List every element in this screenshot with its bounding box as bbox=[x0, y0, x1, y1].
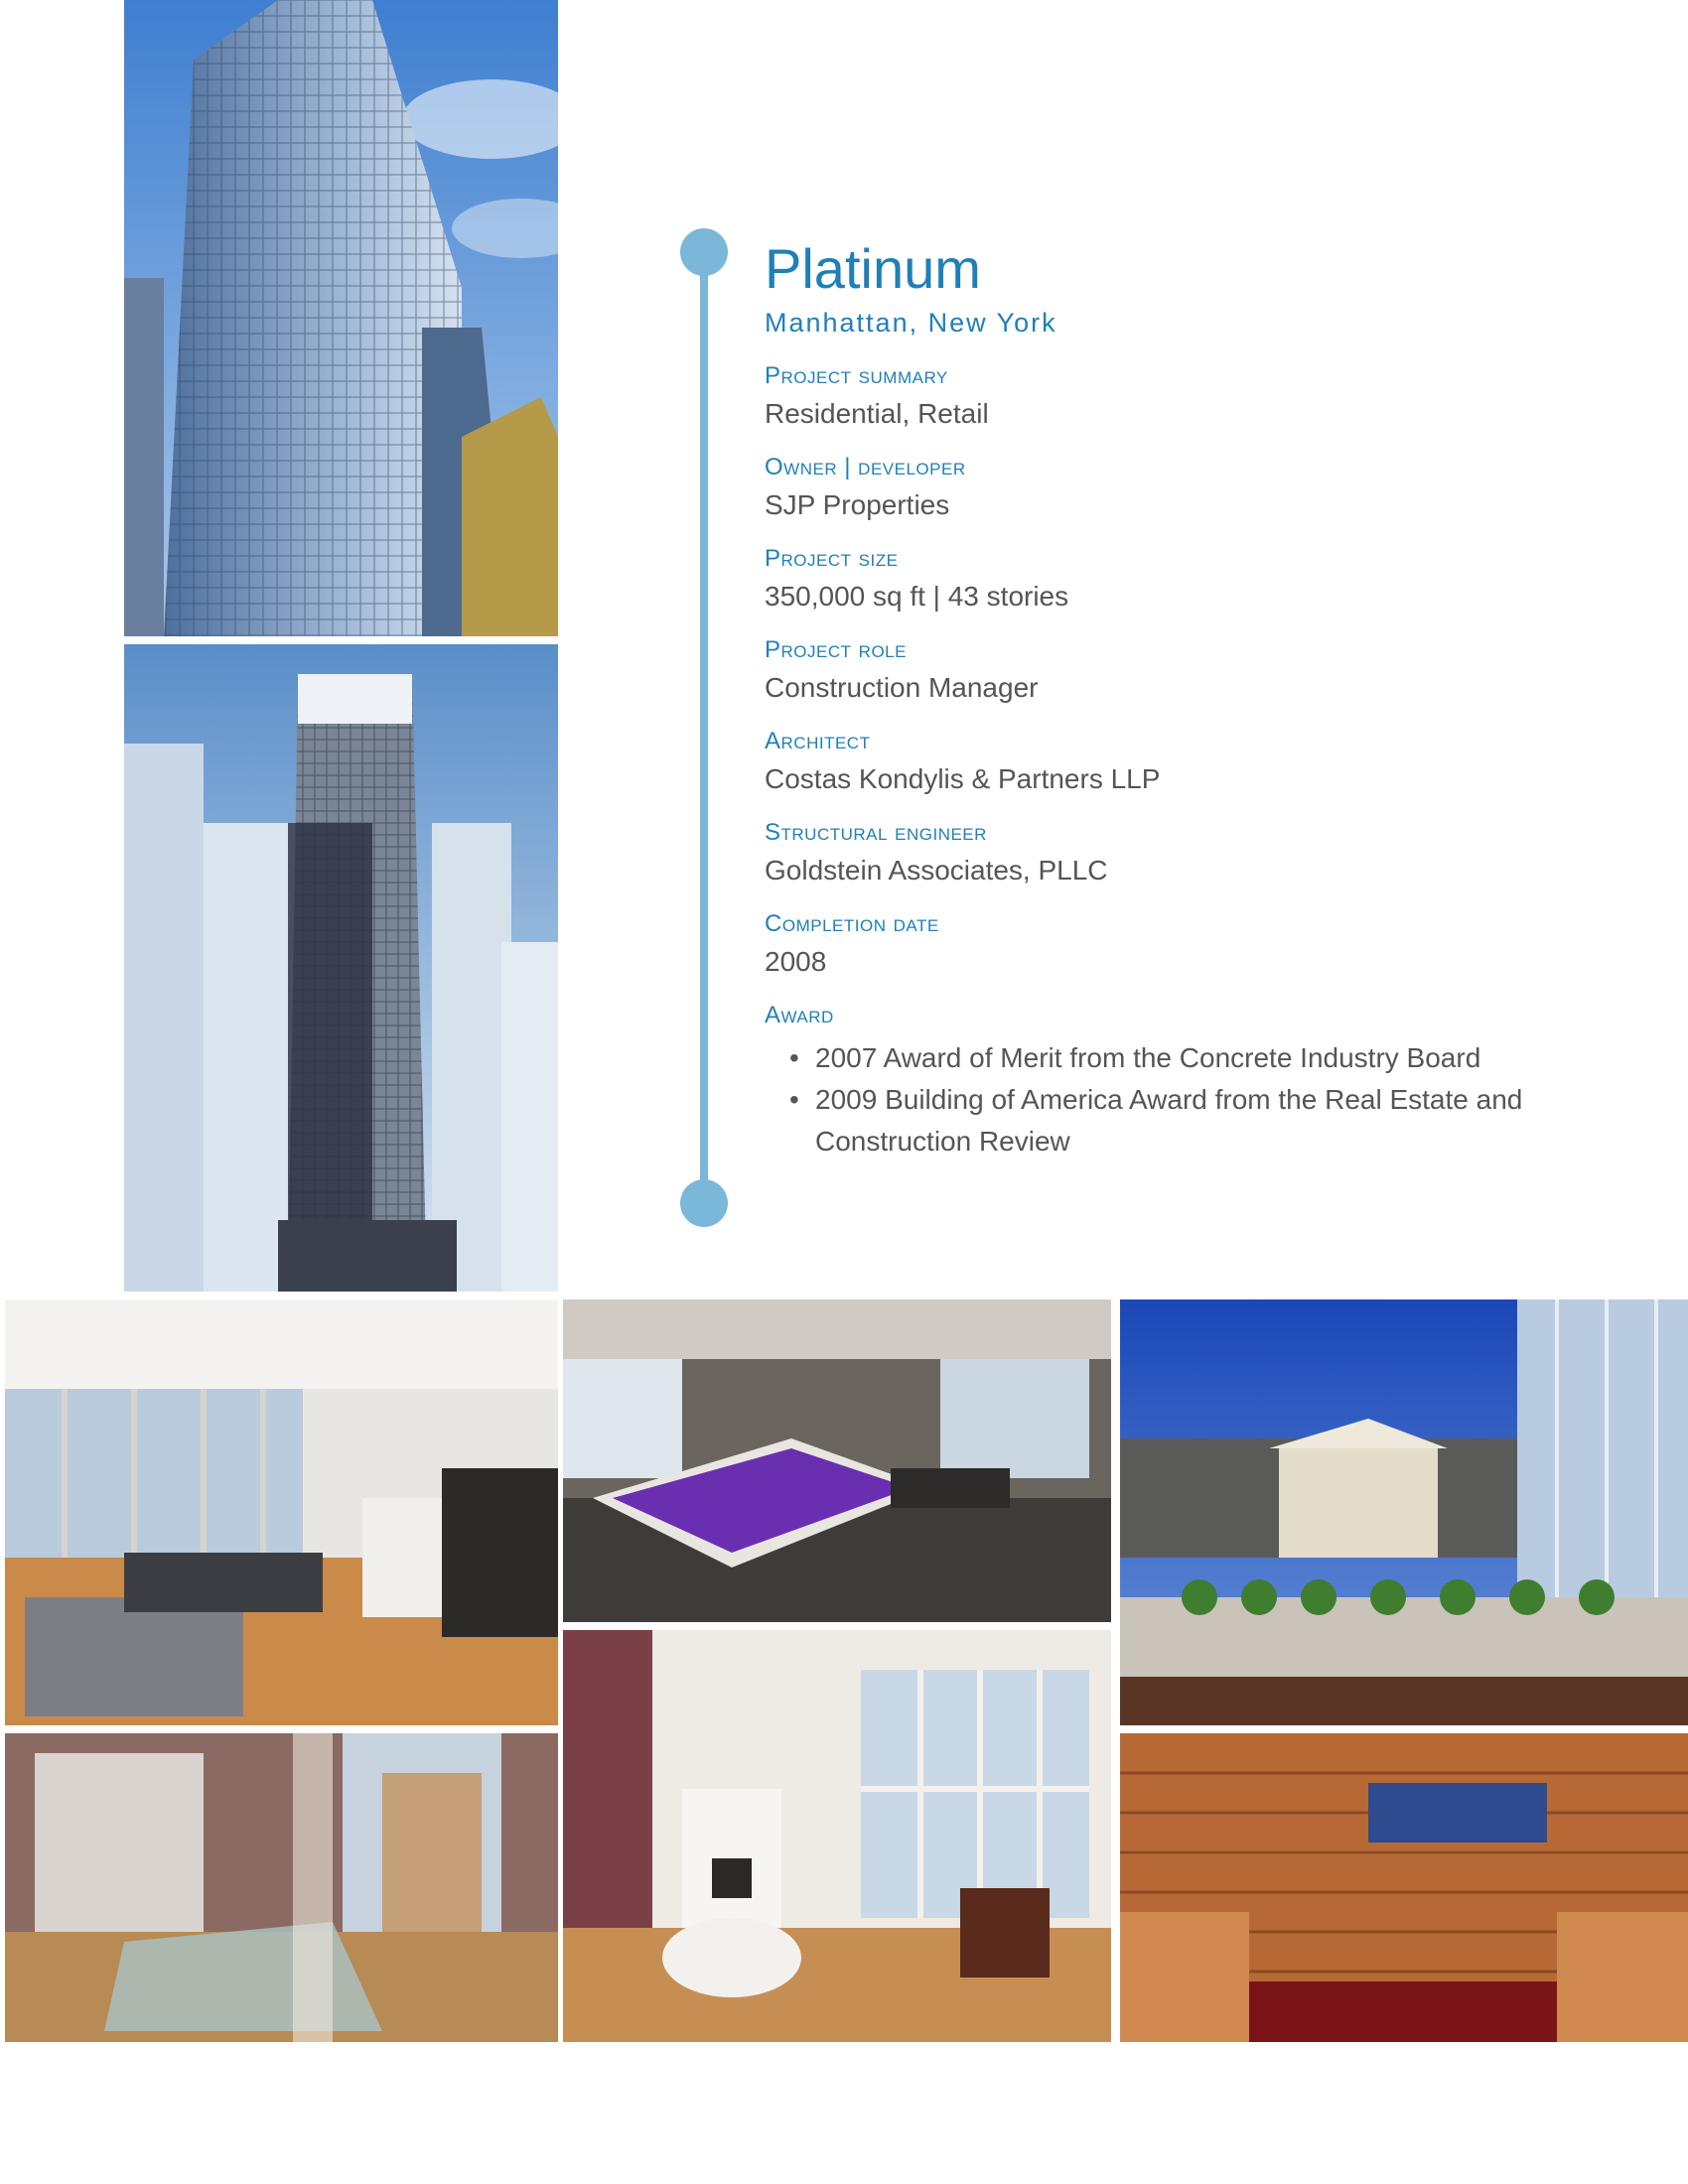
timeline-line bbox=[700, 253, 708, 1201]
billiards-lounge-photo bbox=[563, 1299, 1111, 1622]
field-project-summary bbox=[765, 362, 1559, 430]
rooftop-cabana-photo bbox=[1120, 1299, 1688, 1725]
field-label: Award bbox=[765, 1001, 834, 1028]
field-architect bbox=[765, 728, 1559, 795]
timeline-dot-bottom bbox=[680, 1179, 728, 1227]
living-room-photo bbox=[5, 1299, 558, 1725]
field-label: Project summary bbox=[765, 361, 948, 389]
sauna-photo bbox=[1120, 1733, 1688, 2042]
field-owner-developer bbox=[765, 454, 1559, 521]
bullet-icon: • bbox=[789, 1083, 799, 1115]
tower-rendering bbox=[124, 644, 558, 1292]
award-list bbox=[765, 1037, 1559, 1162]
field-value: SJP Properties bbox=[765, 488, 950, 520]
project-info bbox=[765, 238, 1559, 1162]
award-text: 2009 Building of America Award from the Real Estate and Construction Review bbox=[815, 1083, 1523, 1157]
field-label: Owner | developer bbox=[765, 453, 966, 480]
field-label: Project size bbox=[765, 544, 899, 572]
tower-photo bbox=[124, 0, 558, 636]
field-value: 350,000 sq ft | 43 stories bbox=[765, 580, 1069, 612]
field-project-size bbox=[765, 545, 1559, 613]
field-value: 2008 bbox=[765, 945, 827, 977]
project-title: Platinum bbox=[765, 237, 981, 300]
glass-stair-photo bbox=[5, 1733, 558, 2042]
field-label: Project role bbox=[765, 635, 907, 663]
field-value: Goldstein Associates, PLLC bbox=[765, 854, 1108, 886]
timeline-dot-top bbox=[680, 228, 728, 276]
field-label: Architect bbox=[765, 727, 871, 754]
field-completion-date bbox=[765, 910, 1559, 978]
award-text: 2007 Award of Merit from the Concrete Industry Board bbox=[815, 1041, 1481, 1073]
field-project-role bbox=[765, 636, 1559, 704]
award-item bbox=[789, 1079, 1559, 1162]
field-value: Construction Manager bbox=[765, 671, 1039, 703]
field-label: Completion date bbox=[765, 909, 939, 937]
project-location: Manhattan, New York bbox=[765, 307, 1057, 338]
field-value: Costas Kondylis & Partners LLP bbox=[765, 762, 1161, 794]
double-height-lounge-photo bbox=[563, 1630, 1111, 2042]
field-value: Residential, Retail bbox=[765, 397, 989, 429]
field-label: Structural engineer bbox=[765, 818, 987, 846]
field-structural-engineer bbox=[765, 819, 1559, 887]
bullet-icon: • bbox=[789, 1041, 799, 1073]
award-item bbox=[789, 1037, 1559, 1079]
field-award bbox=[765, 1002, 1559, 1162]
